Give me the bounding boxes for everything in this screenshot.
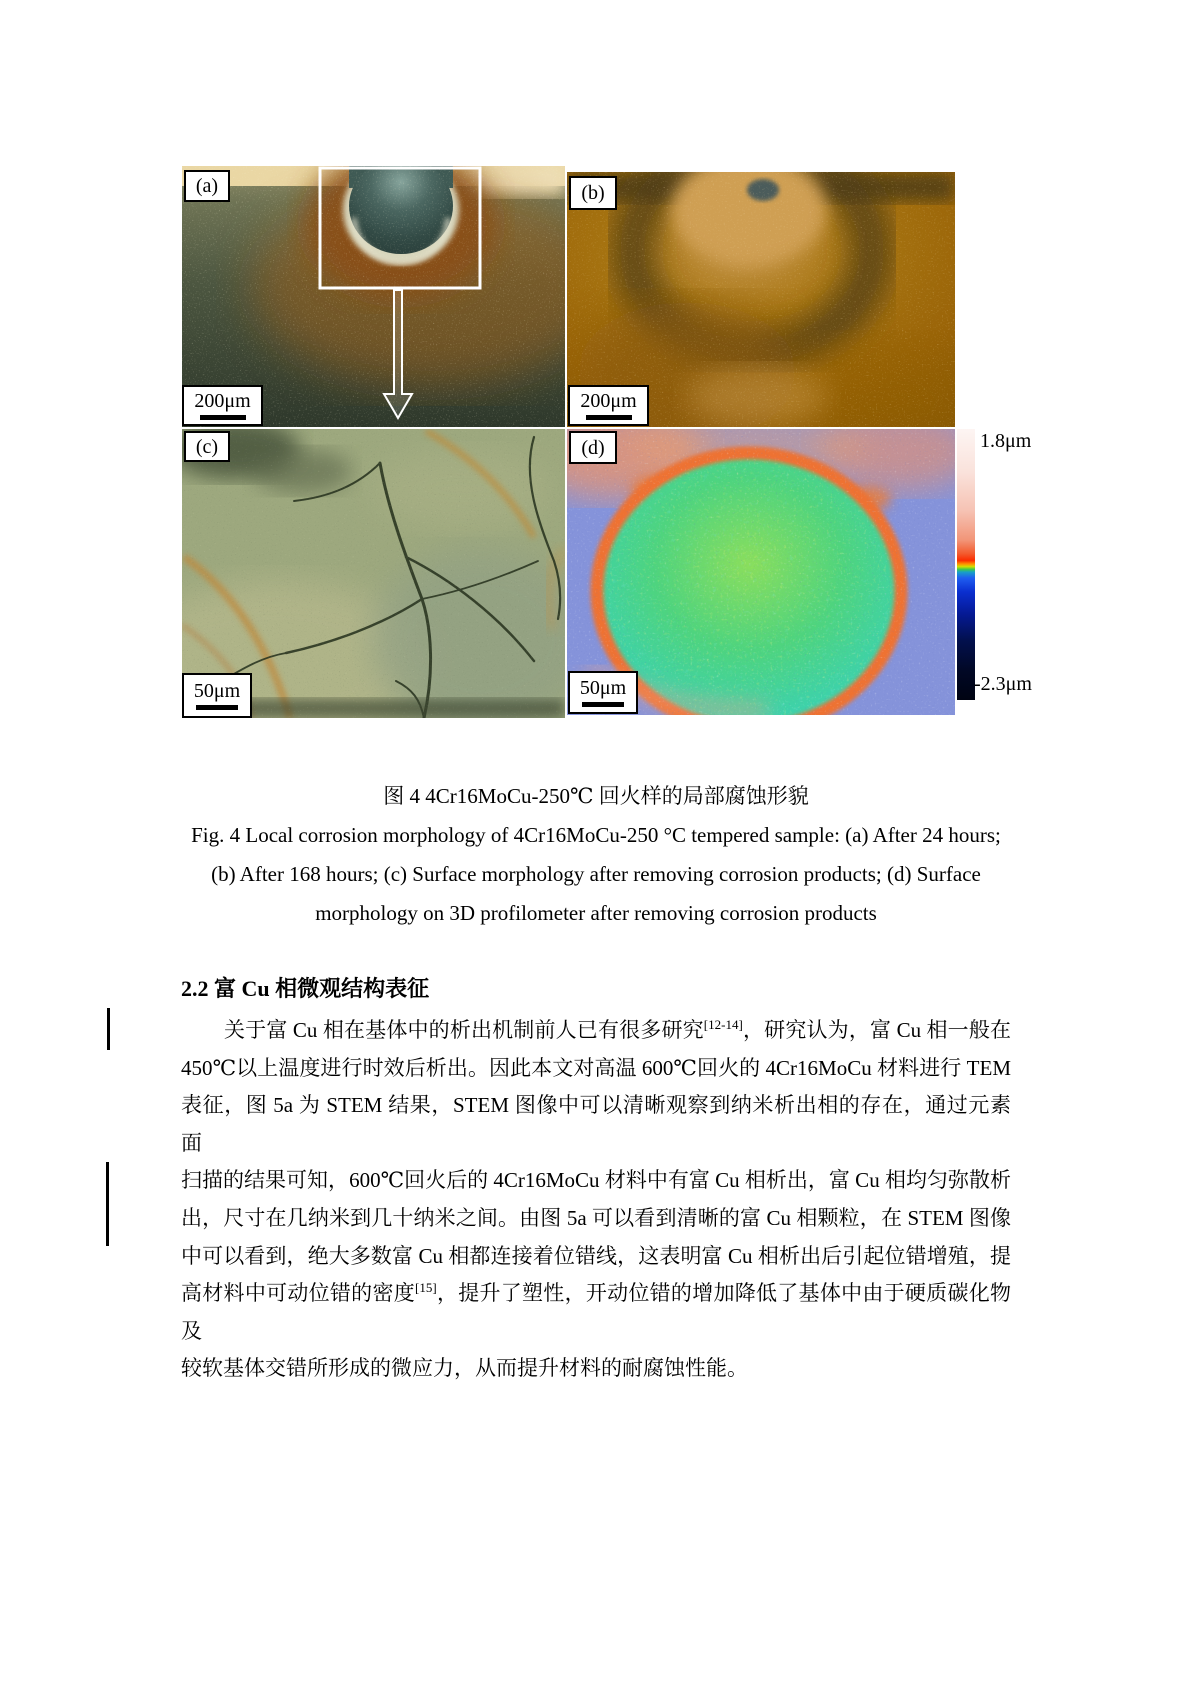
panel-label-text: (b) [581, 182, 605, 204]
colorbar-min-label: -2.3μm [974, 673, 1032, 695]
panel-c [182, 429, 565, 718]
scale-bar-box-d [568, 671, 638, 714]
figure-caption-en-line2: (b) After 168 hours; (c) Surface morphology after removing corrosion products; (d) Surface [211, 862, 981, 886]
section-2-2 [181, 975, 1011, 1388]
paragraph [181, 1012, 1011, 1388]
scale-bar-text: 50μm [579, 677, 627, 699]
scale-bar-line [586, 415, 632, 420]
paragraph-line: 较软基体交错所形成的微应力，从而提升材料的耐腐蚀性能。 [181, 1356, 748, 1381]
scale-bar-box-a [182, 385, 263, 426]
scale-bar-box-b [568, 385, 649, 426]
paragraph-line: 出，尺寸在几纳米到几十纳米之间。由图 5a 可以看到清晰的富 Cu 相颗粒，在 STEM 图像 [181, 1205, 1011, 1230]
panel-label-a [184, 170, 230, 202]
panel-b [567, 172, 955, 427]
panel-d [567, 429, 955, 715]
paragraph-line: 扫描的结果可知，600℃回火后的 4Cr16MoCu 材料中有富 Cu 相析出，富 Cu 相均匀弥散析 [181, 1168, 1011, 1193]
panel-label-text: (d) [581, 436, 605, 459]
paragraph-line: 450℃以上温度进行时效后析出。因此本文对高温 600℃回火的 4Cr16MoCu 材料进行 TEM [181, 1055, 1011, 1080]
scale-bar-text: 200μm [580, 390, 637, 412]
paragraph-line: 表征，图 5a 为 STEM 结果，STEM 图像中可以清晰观察到纳米析出相的存在，通过元素面 [181, 1093, 1011, 1155]
revision-bar-2 [106, 1162, 109, 1246]
scale-bar-box-c [182, 673, 252, 718]
paragraph-line: 中可以看到，绝大多数富 Cu 相都连接着位错线，这表明富 Cu 相析出后引起位错增殖，提 [181, 1243, 1011, 1268]
figure-caption-en-line3: morphology on 3D profilometer after removing corrosion products [315, 901, 877, 925]
figure-caption-en-line1: Fig. 4 Local corrosion morphology of 4Cr16MoCu-250 °C tempered sample: (a) After 24 hours; [191, 823, 1001, 847]
panel-label-text: (c) [195, 435, 219, 458]
scale-bar-text: 200μm [194, 390, 251, 412]
scale-bar-line [200, 415, 246, 420]
panel-label-c [184, 431, 230, 462]
paragraph-line: 高材料中可动位错的密度[15]，提升了塑性，开动位错的增加降低了基体中由于硬质碳化物及 [181, 1280, 1011, 1343]
scale-bar-line [582, 702, 624, 707]
panel-label-text: (a) [195, 175, 219, 197]
figure-caption-zh: 图 4 4Cr16MoCu-250℃ 回火样的局部腐蚀形貌 [383, 784, 809, 808]
scale-bar-line [196, 705, 238, 710]
figure-caption [181, 777, 1011, 933]
panel-label-d [569, 431, 617, 464]
paragraph-line: 关于富 Cu 相在基体中的析出机制前人已有很多研究[12-14]，研究认为，富 Cu 相一般在 [224, 1017, 1011, 1042]
reference-superscript: [15] [414, 1280, 437, 1296]
panel-label-b [569, 176, 617, 210]
colorbar-max-label: 1.8μm [980, 430, 1032, 452]
section-heading: 2.2 富 Cu 相微观结构表征 [181, 976, 430, 1001]
revision-bar-1 [107, 1008, 110, 1050]
scale-bar-text: 50μm [193, 680, 241, 702]
reference-superscript: [12-14] [703, 1017, 743, 1032]
height-colorbar [957, 429, 975, 700]
panel-a [182, 166, 565, 427]
